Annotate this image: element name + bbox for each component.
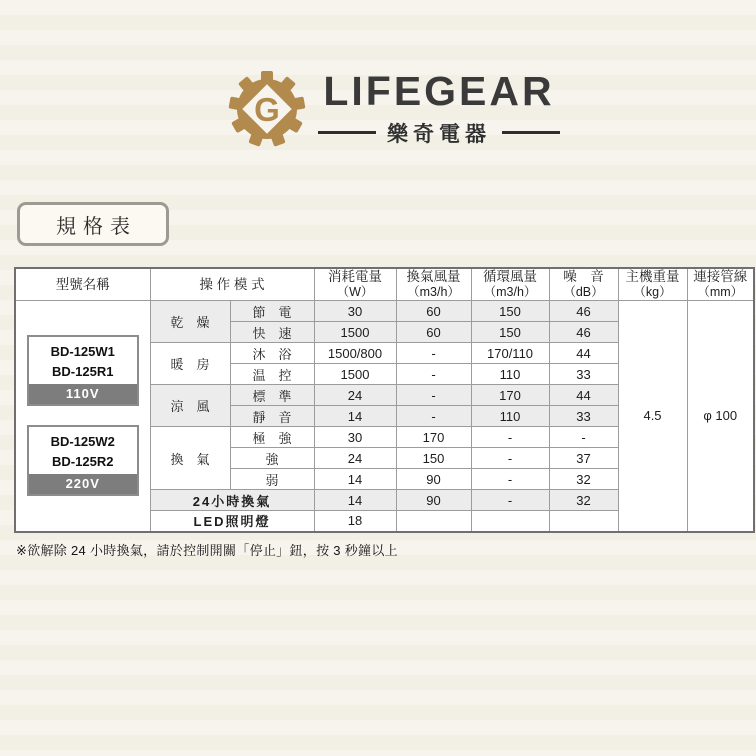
cell-circ: - [471,490,549,511]
model-box-220v [27,425,139,496]
cell-power: 1500 [314,364,396,385]
mode-cell-heat: 暖 房 [150,343,230,385]
row-label-24h-vent: 24小時換氣 [150,490,314,511]
cell-vent: - [396,385,471,406]
model-name: BD-125W2 [50,434,115,450]
submode-cell: 極 強 [230,427,314,448]
cell-vent: - [396,406,471,427]
table-header-row [15,268,754,301]
model-cell [15,301,150,532]
cell-circ: 110 [471,364,549,385]
subtitle-line-right [502,131,560,134]
cell-noise: 33 [549,406,618,427]
brand-subtitle: 樂奇電器 [387,122,491,146]
weight-cell: 4.5 [618,301,687,532]
model-name: BD-125R2 [52,453,114,469]
column-header-power: 消耗電量 （W） [314,268,396,301]
cell-noise [549,511,618,532]
model-box-110v [27,335,139,406]
cell-power: 30 [314,301,396,322]
cell-power: 14 [314,406,396,427]
cell-noise: 46 [549,301,618,322]
spec-table [14,267,755,533]
model-name: BD-125W1 [50,344,115,360]
column-header-mode: 操 作 模 式 [150,268,314,301]
footnote: ※欲解除 24 小時換氣，請於控制開關「停止」鈕，按 3 秒鐘以上 [16,543,398,558]
cell-noise: - [549,427,618,448]
column-header-vent: 換氣風量 （m3/h） [396,268,471,301]
submode-cell: 弱 [230,469,314,490]
section-label-box [17,202,169,246]
cell-vent: 170 [396,427,471,448]
submode-cell: 標 準 [230,385,314,406]
cell-noise: 44 [549,343,618,364]
cell-vent: 90 [396,469,471,490]
subtitle-line-left [318,131,376,134]
column-header-noise: 噪 音 （dB） [549,268,618,301]
cell-vent: 60 [396,322,471,343]
submode-cell: 強 [230,448,314,469]
voltage-badge: 220V [29,474,137,494]
row-label-led-light: LED照明燈 [150,511,314,532]
cell-power: 24 [314,448,396,469]
cell-power: 14 [314,469,396,490]
table-row [15,301,754,322]
cell-noise: 32 [549,469,618,490]
cell-vent [396,511,471,532]
column-header-weight: 主機重量 （kg） [618,268,687,301]
model-name: BD-125R1 [52,363,114,379]
submode-cell: 温 控 [230,364,314,385]
cell-vent: 90 [396,490,471,511]
submode-cell: 節 電 [230,301,314,322]
brand-subtitle-row [318,118,560,148]
cell-circ: 170/110 [471,343,549,364]
cell-circ: 150 [471,322,549,343]
voltage-badge: 110V [29,384,137,404]
cell-noise: 37 [549,448,618,469]
cell-circ: 110 [471,406,549,427]
cell-power: 24 [314,385,396,406]
cell-power: 1500/800 [314,343,396,364]
gear-letter: G [254,91,280,128]
section-label: 規格表 [56,215,137,238]
cell-circ: 170 [471,385,549,406]
cell-vent: - [396,364,471,385]
submode-cell: 快 速 [230,322,314,343]
cell-power: 30 [314,427,396,448]
column-header-model: 型號名稱 [15,268,150,301]
mode-cell-dry: 乾 燥 [150,301,230,343]
cell-noise: 32 [549,490,618,511]
mode-cell-ventilate: 換 氣 [150,427,230,490]
submode-cell: 靜 音 [230,406,314,427]
gear-icon [228,70,306,148]
cell-vent: 60 [396,301,471,322]
submode-cell: 沐 浴 [230,343,314,364]
cell-circ: - [471,469,549,490]
cell-power: 18 [314,511,396,532]
cell-vent: - [396,343,471,364]
cell-noise: 33 [549,364,618,385]
cell-circ: - [471,448,549,469]
cell-circ: 150 [471,301,549,322]
brand-logo [228,70,560,148]
cell-power: 14 [314,490,396,511]
cell-noise: 46 [549,322,618,343]
mode-cell-cool: 涼 風 [150,385,230,427]
brand-wordmark: LIFEGEAR [323,68,555,115]
column-header-duct: 連接管線 （mm） [687,268,754,301]
column-header-circ: 循環風量 （m3/h） [471,268,549,301]
cell-noise: 44 [549,385,618,406]
cell-vent: 150 [396,448,471,469]
cell-circ [471,511,549,532]
cell-power: 1500 [314,322,396,343]
cell-circ: - [471,427,549,448]
duct-cell: φ 100 [687,301,754,532]
